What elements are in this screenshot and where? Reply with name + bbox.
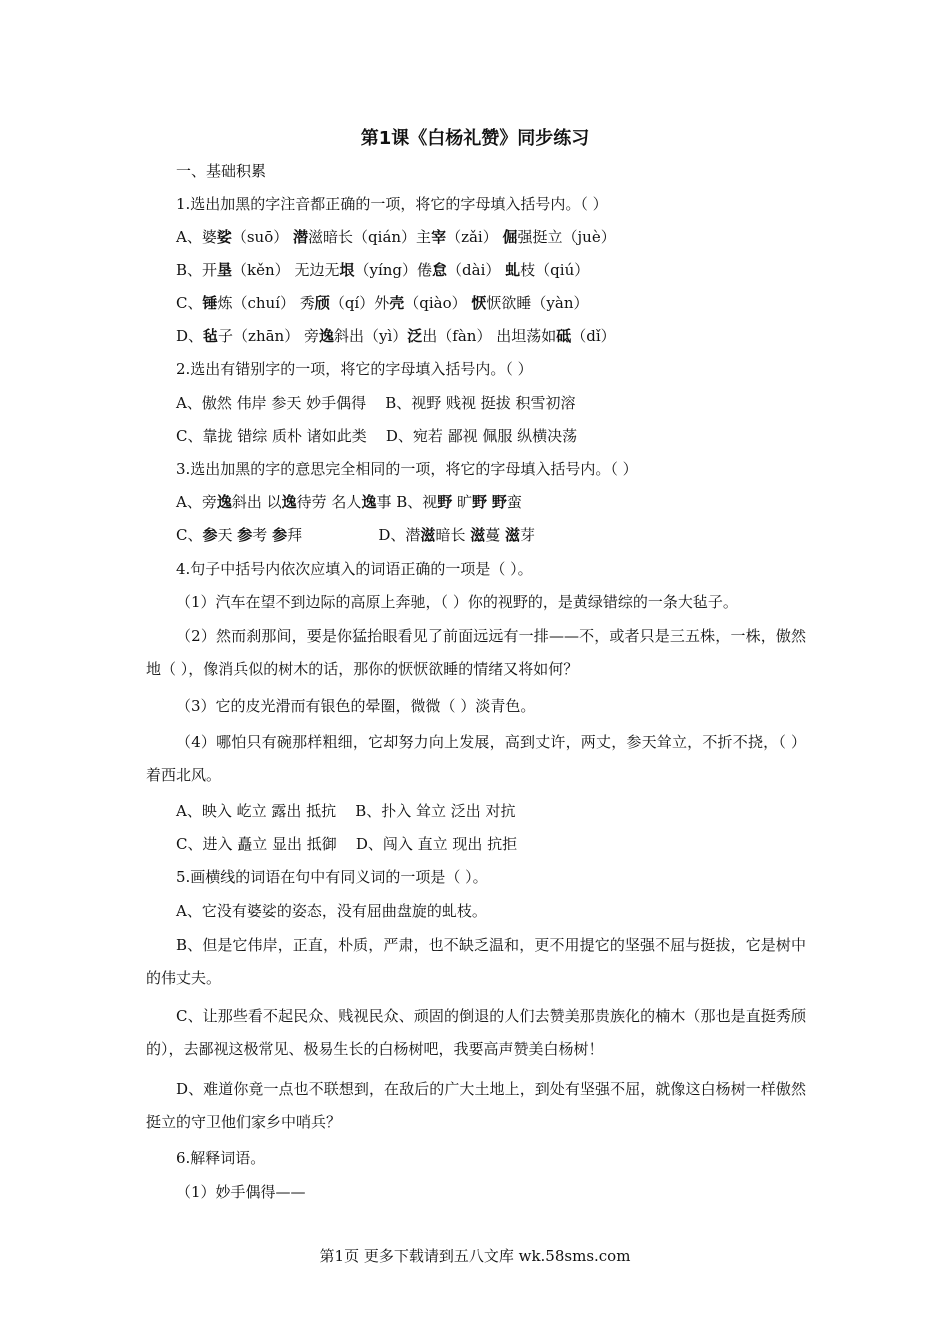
question-3-options-cd: C、参天 参考 参拜 D、潜滋暗长 滋蔓 滋芽 (176, 526, 536, 544)
question-5-option-b: B、但是它伟岸，正直，朴质，严肃，也不缺乏温和，更不用提它的坚强不屈与挺拔，它是树中的伟丈夫。 (146, 936, 806, 987)
question-6-stem: 6.解释词语。 (176, 1149, 266, 1167)
question-2-options-cd: C、靠拢 错综 质朴 诸如此类 D、宛若 鄙视 佩服 纵横决荡 (176, 427, 578, 445)
page-footer: 第1页 更多下载请到五八文库 wk.58sms.com (319, 1247, 631, 1265)
question-4-sentence-3: （3）它的皮光滑而有银色的晕圈，微微（ ）淡青色。 (176, 697, 536, 715)
question-4-stem: 4.句子中括号内依次应填入的词语正确的一项是（ ）。 (176, 560, 533, 578)
question-3-options-ab: A、旁逸斜出 以逸待劳 名人逸事 B、视野 旷野 野蛮 (176, 493, 522, 511)
question-4-sentence-2: （2）然而刹那间，要是你猛抬眼看见了前面远远有一排——不，或者只是三五株，一株，傲然地（ ），像消兵似的树木的话，那你的恹恹欲睡的情绪又将如何？ (146, 627, 806, 678)
question-2-stem: 2.选出有错别字的一项，将它的字母填入括号内。（ ） (176, 360, 533, 378)
question-5-option-a: A、它没有婆娑的姿态，没有屈曲盘旋的虬枝。 (176, 902, 487, 920)
question-4-options-cd: C、进入 矗立 显出 抵御 D、闯入 直立 现出 抗拒 (176, 835, 518, 853)
question-1-option-d: D、毡子（zhān） 旁逸斜出（yì）泛出（fàn） 出坦荡如砥（dǐ） (176, 327, 616, 345)
question-1-option-c: C、锤炼（chuí） 秀颀（qí）外壳（qiào） 恹恹欲睡（yàn） (176, 294, 589, 312)
question-3-stem: 3.选出加黑的字的意思完全相同的一项，将它的字母填入括号内。（ ） (176, 460, 638, 478)
question-1-option-b: B、开垦（kěn） 无边无垠（yíng）倦怠（dài） 虬枝（qiú） (176, 261, 590, 279)
page-title: 第1课《白杨礼赞》同步练习 (360, 128, 590, 149)
question-2-options-ab: A、傲然 伟岸 参天 妙手偶得 B、视野 贱视 挺拔 积雪初溶 (176, 394, 576, 412)
question-4-sentence-1: （1）汽车在望不到边际的高原上奔驰，（ ）你的视野的，是黄绿错综的一条大毡子。 (176, 593, 738, 611)
question-4-sentence-4: （4）哪怕只有碗那样粗细，它却努力向上发展，高到丈许，两丈，参天耸立，不折不挠，（ ）着西北风。 (146, 733, 806, 784)
question-1-stem: 1.选出加黑的字注音都正确的一项，将它的字母填入括号内。（ ） (176, 195, 608, 213)
question-4-options-ab: A、映入 屹立 露出 抵抗 B、扑入 耸立 泛出 对抗 (176, 802, 516, 820)
question-5-option-d: D、难道你竟一点也不联想到，在敌后的广大土地上，到处有坚强不屈，就像这白杨树一样傲然挺立的守卫他们家乡中哨兵？ (146, 1080, 806, 1131)
question-6-item-1: （1）妙手偶得—— (176, 1183, 306, 1201)
question-1-option-a: A、婆娑（suō） 潜滋暗长（qián）主宰（zǎi） 倔强挺立（juè） (176, 228, 616, 246)
question-5-stem: 5.画横线的词语在句中有同义词的一项是（ ）。 (176, 868, 488, 886)
question-5-option-c: C、让那些看不起民众、贱视民众、顽固的倒退的人们去赞美那贵族化的楠木（那也是直挺秀颀的），去鄙视这极常见、极易生长的白杨树吧，我要高声赞美白杨树！ (146, 1007, 806, 1058)
section-heading: 一、基础积累 (176, 162, 267, 180)
